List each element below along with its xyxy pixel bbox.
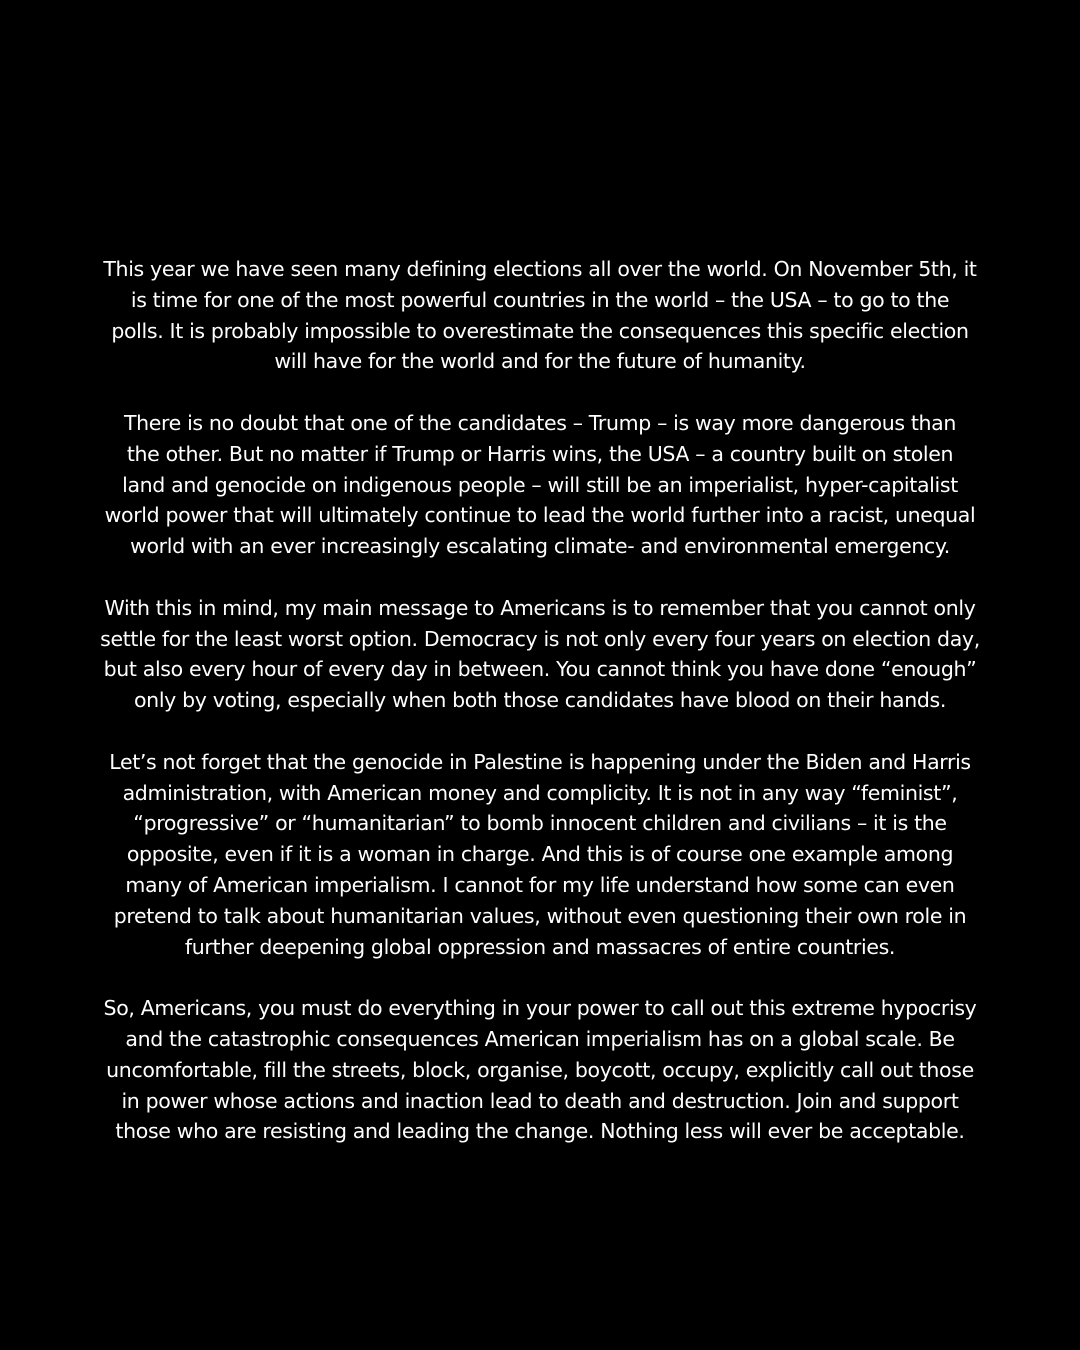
paragraph-main-message	[0, 593, 1080, 716]
text-line: the other. But no matter if Trump or Harris wins, the USA – a country built on stolen	[126, 441, 954, 466]
text-line: This year we have seen many defining elections all over the world. On November 5th, it	[103, 257, 977, 281]
text-line: opposite, even if it is a woman in charge. And this is of course one example among	[126, 842, 954, 867]
text-line: uncomfortable, fill the streets, block, organise, boycott, occupy, explicitly call out those	[106, 1057, 974, 1082]
text-line: is time for one of the most powerful countries in the world – the USA – to go to the	[130, 287, 950, 312]
text-line: in power whose actions and inaction lead to death and destruction. Join and support	[121, 1088, 959, 1113]
text-line: So, Americans, you must do everything in your power to call out this extreme hypocrisy	[103, 996, 977, 1021]
text-line: “progressive” or “humanitarian” to bomb innocent children and civilians – it is the	[133, 811, 947, 836]
text-line: world power that will ultimately continue to lead the world further into a racist, unequal	[104, 503, 976, 528]
statement-text-block	[0, 254, 1080, 1178]
text-line: and the catastrophic consequences American imperialism has on a global scale. Be	[125, 1026, 955, 1051]
text-line: world with an ever increasingly escalating climate- and environmental emergency.	[130, 534, 950, 559]
text-line: Let’s not forget that the genocide in Palestine is happening under the Biden and Harris	[109, 749, 971, 774]
text-line: but also every hour of every day in between. You cannot think you have done “enough”	[103, 657, 977, 682]
text-line: With this in mind, my main message to Americans is to remember that you cannot only	[104, 595, 976, 620]
text-line: land and genocide on indigenous people – will still be an imperialist, hyper-capitalist	[122, 472, 958, 497]
text-line: those who are resisting and leading the change. Nothing less will ever be acceptable.	[115, 1119, 965, 1144]
text-line: will have for the world and for the future of humanity.	[274, 349, 806, 374]
text-line: settle for the least worst option. Democracy is not only every four years on election day,	[100, 626, 980, 651]
text-line: There is no doubt that one of the candidates – Trump – is way more dangerous than	[123, 410, 957, 435]
text-line: further deepening global oppression and massacres of entire countries.	[184, 934, 896, 959]
paragraph-elections-intro	[0, 254, 1080, 377]
text-line: polls. It is probably impossible to overestimate the consequences this specific election	[111, 318, 969, 343]
text-line: only by voting, especially when both those candidates have blood on their hands.	[133, 688, 947, 713]
text-line: pretend to talk about humanitarian values, without even questioning their own role in	[113, 903, 967, 928]
paragraph-candidates	[0, 408, 1080, 562]
paragraph-call-to-action	[0, 993, 1080, 1147]
text-line: many of American imperialism. I cannot for my life understand how some can even	[125, 872, 955, 897]
text-line: administration, with American money and complicity. It is not in any way “feminist”,	[122, 780, 958, 805]
paragraph-palestine	[0, 747, 1080, 963]
